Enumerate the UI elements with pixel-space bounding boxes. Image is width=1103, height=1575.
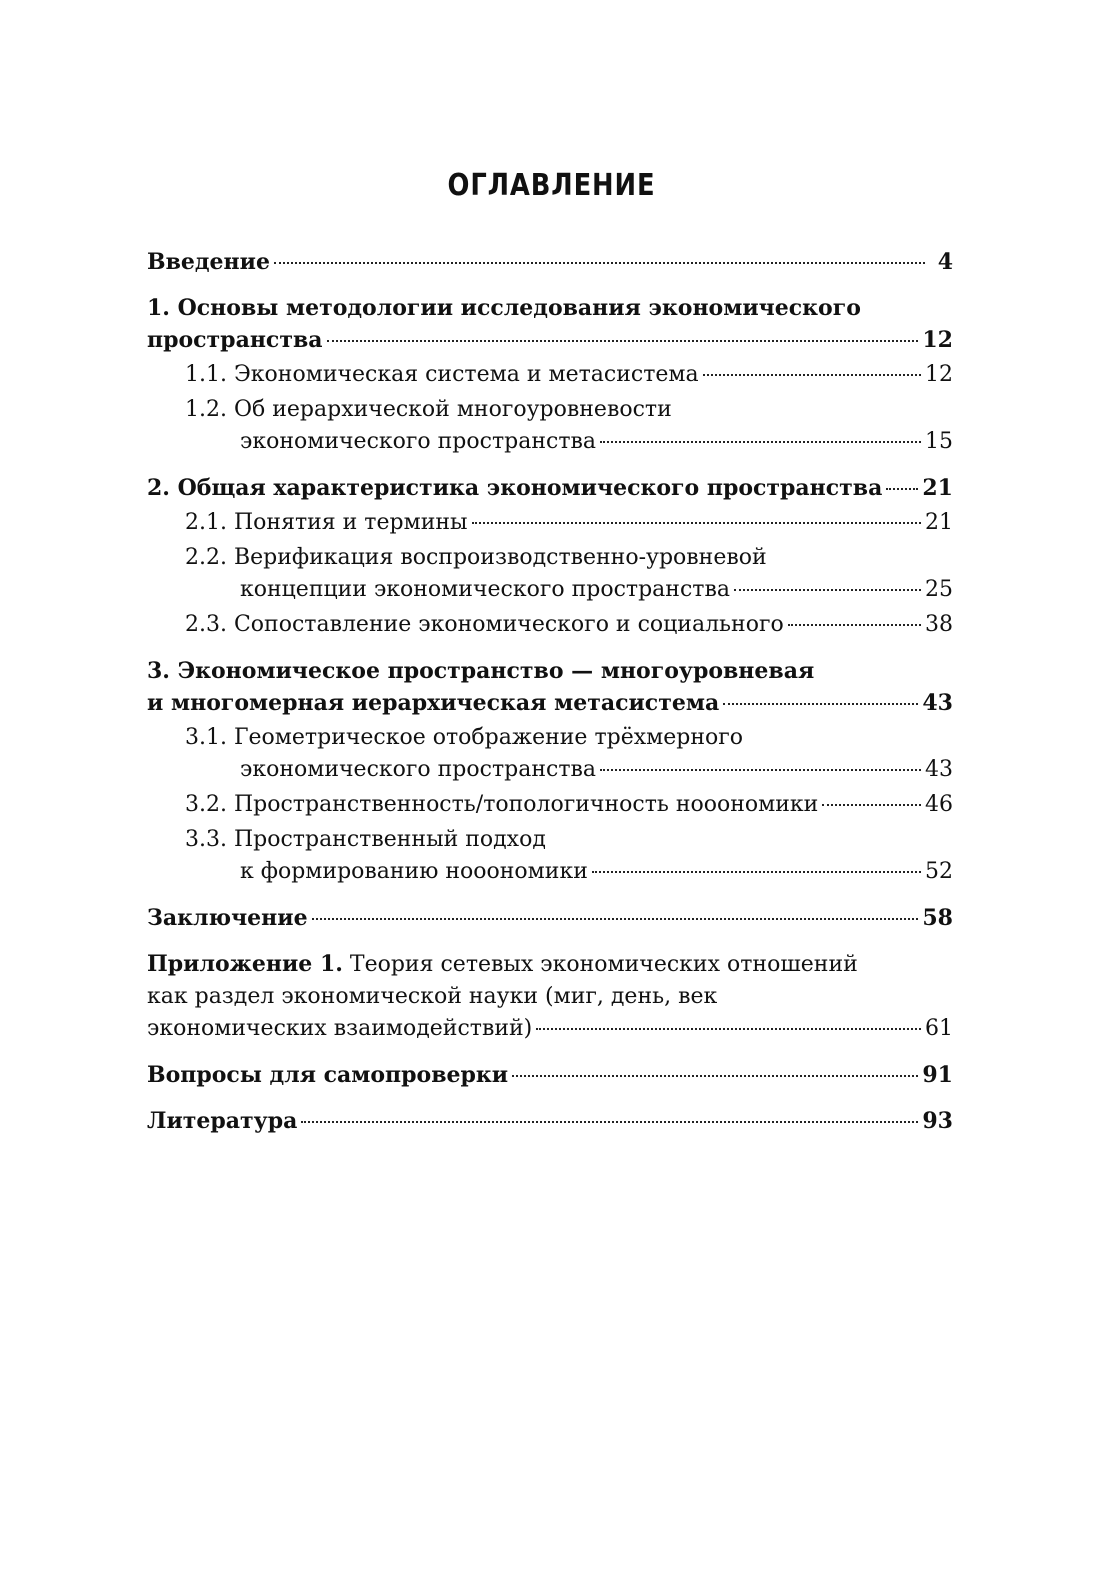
dot-leader <box>886 488 918 490</box>
toc-entry-self-test-questions <box>147 1059 953 1091</box>
page-number: 58 <box>922 905 953 931</box>
dot-leader <box>327 340 919 342</box>
toc-entry-section-2-2 <box>147 542 953 606</box>
toc-entry-text: экономического пространства <box>240 757 596 782</box>
toc-entry-text: 2.1. Понятия и термины <box>185 510 468 535</box>
toc-entry-lead: Приложение 1. <box>147 951 343 977</box>
toc-entry-text: экономического пространства <box>240 429 596 454</box>
toc-entry-text: концепции экономического пространства <box>240 577 730 602</box>
toc-entry-text: 1.1. Экономическая система и метасистема <box>185 362 699 387</box>
dot-leader <box>472 522 921 524</box>
toc-entry-chapter-3 <box>147 655 953 719</box>
dot-leader <box>723 703 918 705</box>
dot-leader <box>822 804 921 806</box>
page-number: 52 <box>925 859 953 884</box>
toc-entry-introduction <box>147 246 953 278</box>
toc-entry-text: 2. Общая характеристика экономического пространства <box>147 475 883 501</box>
toc-entry-text: Литература <box>147 1108 298 1134</box>
dot-leader <box>600 769 921 771</box>
toc-entry-text: 1. Основы методологии исследования экономического <box>147 295 861 321</box>
dot-leader <box>703 374 921 376</box>
dot-leader <box>512 1075 918 1077</box>
dot-leader <box>536 1028 921 1030</box>
toc-entry-section-1-1 <box>147 359 953 391</box>
toc-entry-text: 3.2. Пространственность/топологичность нооономики <box>185 792 819 817</box>
toc-entry-text: 1.2. Об иерархической многоуровневости <box>185 397 672 422</box>
page-number: 12 <box>922 327 953 353</box>
dot-leader <box>592 871 921 873</box>
page-number: 93 <box>922 1108 953 1134</box>
page-number: 4 <box>937 249 953 275</box>
toc-entry-appendix-1 <box>147 948 953 1045</box>
dot-leader <box>274 262 925 264</box>
toc-entry-text: 2.3. Сопоставление экономического и социального <box>185 612 784 637</box>
page-number: 46 <box>925 792 953 817</box>
page-number: 12 <box>925 362 953 387</box>
dot-leader <box>734 589 921 591</box>
toc-entry-text: 2.2. Верификация воспроизводственно-уровневой <box>185 545 767 570</box>
dot-leader <box>312 918 919 920</box>
toc-entry-text: как раздел экономической науки (миг, день, век <box>147 984 718 1009</box>
toc-entry-text: 3.1. Геометрическое отображение трёхмерного <box>185 725 744 750</box>
toc-entry-section-2-1 <box>147 507 953 539</box>
toc-entry-references <box>147 1105 953 1137</box>
toc-entry-text: Заключение <box>147 905 308 931</box>
toc-entry-section-1-2 <box>147 394 953 458</box>
toc-entry-text: Введение <box>147 249 270 275</box>
table-of-contents <box>147 246 953 1137</box>
page-number: 15 <box>925 429 953 454</box>
page-number: 21 <box>922 475 953 501</box>
toc-entry-text: 3.3. Пространственный подход <box>185 827 546 852</box>
toc-entry-text: экономических взаимодействий) <box>147 1016 533 1041</box>
page-number: 25 <box>925 577 953 602</box>
toc-entry-chapter-2 <box>147 472 953 504</box>
page-number: 91 <box>922 1062 953 1088</box>
toc-entry-section-3-2 <box>147 789 953 821</box>
dot-leader <box>301 1121 918 1123</box>
toc-entry-section-2-3 <box>147 609 953 641</box>
page-number: 38 <box>925 612 953 637</box>
toc-entry-text: Вопросы для самопроверки <box>147 1062 509 1088</box>
toc-entry-text: 3. Экономическое пространство — многоуровневая <box>147 658 815 684</box>
page-number: 43 <box>922 690 953 716</box>
toc-entry-text: к формированию нооономики <box>240 859 588 884</box>
toc-entry-conclusion <box>147 902 953 934</box>
dot-leader <box>788 624 921 626</box>
page-title: ОГЛАВЛЕНИЕ <box>447 168 656 203</box>
toc-entry-text: пространства <box>147 327 323 353</box>
dot-leader <box>600 441 921 443</box>
toc-entry-section-3-1 <box>147 722 953 786</box>
page-number: 21 <box>925 510 953 535</box>
page-number: 43 <box>925 757 953 782</box>
toc-entry-chapter-1 <box>147 292 953 356</box>
page-number: 61 <box>925 1016 953 1041</box>
toc-entry-text: Теория сетевых экономических отношений <box>342 952 858 977</box>
toc-entry-text: и многомерная иерархическая метасистема <box>147 690 720 716</box>
toc-entry-section-3-3 <box>147 824 953 888</box>
